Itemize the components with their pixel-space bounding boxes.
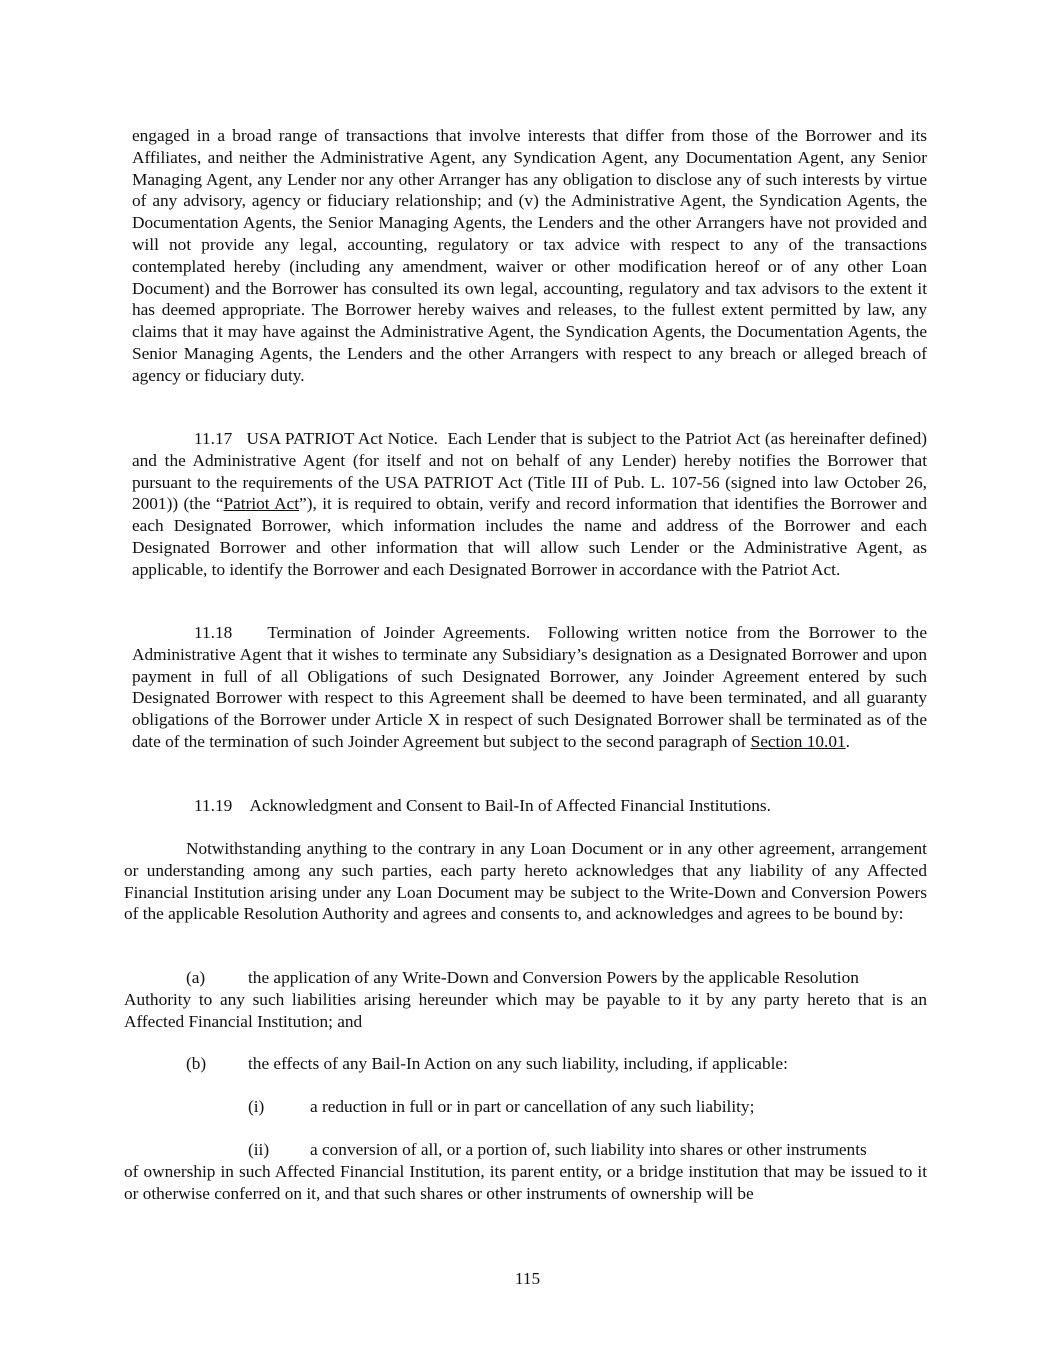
defined-term-patriot-act: Patriot Act bbox=[223, 494, 300, 514]
clause-i-label: (i) bbox=[248, 1097, 265, 1116]
continuation-paragraph: engaged in a broad range of transactions that involve interests that differ from those of the Borrower and its Affiliates, and neither the Administrative Agent, any Syndication Agent, any Documentation Agent, any Senior Managing Agent, any Lender nor any other Arranger has any obligation to disclose any of such interests by virtue of any advisory, agency or fiduciary relationship; and (v) the Administrative Agent, the Syndication Agents, the Documentation Agents, the Senior Managing Agents, the Lenders and the other Arrangers have not provided and will not provide any legal, accounting, regulatory or tax advice with respect to any of the transactions contemplated hereby (including any amendment, waiver or other modification hereof or of any other Loan Document) and the Borrower has consulted its own legal, accounting, regulatory and tax advisors to the extent it has deemed appropriate. The Borrower hereby waives and releases, to the fullest extent permitted by law, any claims that it may have against the Administrative Agent, the Syndication Agents, the Documentation Agents, the Senior Managing Agents, the Lenders and the other Arrangers with respect to any breach or alleged breach of agency or fiduciary duty. bbox=[132, 126, 927, 385]
section-number: 11.19 bbox=[194, 796, 233, 815]
clause-a-first-line: the application of any Write-Down and Conversion Powers by the applicable Resolution bbox=[248, 968, 859, 987]
section-title: USA PATRIOT Act Notice. bbox=[246, 429, 438, 448]
section-text: Each Lender that is subject to the Patriot Act (as hereinafter defined) and the Administrative Agent (for itself and not on behalf of any Lender) hereby notifies the Borrower that pursuant to the requirements of the USA PATRIOT Act (Title III of Pub. L. 107-56 (signed into law October 26, 2001)) (the “ bbox=[132, 429, 927, 514]
clause-ii-label: (ii) bbox=[248, 1140, 270, 1159]
clause-b-text: the effects of any Bail-In Action on any such liability, including, if applicable: bbox=[248, 1054, 788, 1073]
clause-b-label: (b) bbox=[186, 1054, 207, 1073]
clause-a-label: (a) bbox=[186, 968, 206, 987]
section-11-19-heading bbox=[194, 795, 771, 817]
section-reference-10-01: Section 10.01 bbox=[750, 731, 846, 751]
section-11-18 bbox=[132, 622, 927, 753]
bail-in-intro-paragraph: Notwithstanding anything to the contrary in any Loan Document or in any other agreement, arrangement or understanding among any such parties, each party hereto acknowledges that any liability of any Affected Financial Institution arising under any Loan Document may be subject to the Write-Down and Conversion Powers of the applicable Resolution Authority and agrees and consents to, and acknowledges and agrees to be bound by: bbox=[124, 839, 927, 924]
clause-ii-first-line: a conversion of all, or a portion of, such liability into shares or other instruments bbox=[310, 1140, 867, 1159]
section-number: 11.18 bbox=[194, 623, 233, 642]
clause-i-text: a reduction in full or in part or cancellation of any such liability; bbox=[310, 1097, 755, 1116]
section-text-end: . bbox=[845, 731, 850, 751]
section-title: Acknowledgment and Consent to Bail-In of Affected Financial Institutions. bbox=[249, 796, 771, 815]
section-text-continued: ”), it is required to obtain, verify and record information that identifies the Borrower and each Designated Borrower, which information includes the name and address of the Borrower and each Designated Borrower and other information that will allow such Lender or the Administrative Agent, as applicable, to identify the Borrower and each Designated Borrower in accordance with the Patriot Act. bbox=[132, 494, 928, 579]
page-number: 115 bbox=[514, 1269, 541, 1288]
clause-ii-continuation: of ownership in such Affected Financial Institution, its parent entity, or a bridge institution that may be issued to it or otherwise conferred on it, and that such shares or other instruments of ownership will be bbox=[124, 1162, 927, 1203]
section-number: 11.17 bbox=[194, 429, 233, 448]
section-text: Following written notice from the Borrower to the Administrative Agent that it wishes to terminate any Subsidiary’s designation as a Designated Borrower and upon payment in full of all Obligations of such Designated Borrower, any Joinder Agreement entered by such Designated Borrower with respect to this Agreement shall be deemed to have been terminated, and all guaranty obligations of the Borrower under Article X in respect of such Designated Borrower shall be terminated as of the date of the termination of such Joinder Agreement but subject to the second paragraph of bbox=[132, 623, 927, 751]
clause-a-continuation: Authority to any such liabilities arising hereunder which may be payable to it by any party hereto that is an Affected Financial Institution; and bbox=[124, 990, 927, 1031]
section-11-17 bbox=[132, 428, 927, 581]
section-title: Termination of Joinder Agreements. bbox=[267, 623, 531, 642]
